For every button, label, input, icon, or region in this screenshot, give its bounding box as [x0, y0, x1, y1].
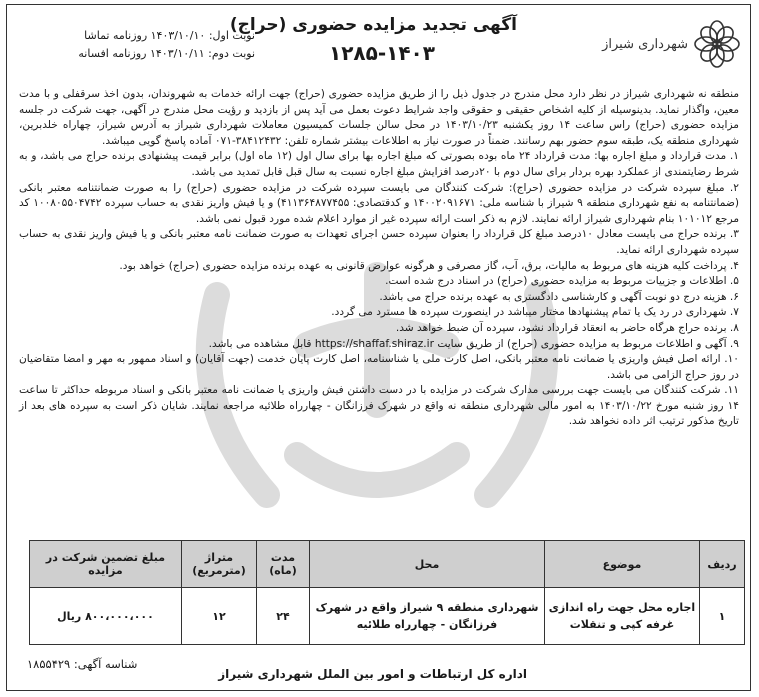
- cell-area: ۱۲: [182, 588, 257, 645]
- condition-5: ۵. اطلاعات و جزییات مربوط به مزایده حضوری (حراج) در اسناد درج شده است.: [385, 275, 739, 288]
- condition-9: ۹. آگهی و اطلاعات مربوط به مزایده حضوری (حراج) از طریق سایت https://shaffaf.shiraz.ir قابل مشاهده می باشد.: [208, 337, 739, 350]
- intro-paragraph: منطقه نه شهرداری شیراز در نظر دارد محل مندرج در جدول ذیل را از طریق مزایده حضوری (حراج) جهت ارائه خدمات به شهروندان، بدون اخذ سرقفلی و با مدت معین، واگذار نماید. بدینوسیله از کلیه اشخاص حقیقی و حقوقی واجد شرایط دعوت بعمل می آید پس از بازدید و رؤیت محل مندرج در آگهی، جهت شرکت در جلسه مزایده حضوری (حراج) راس ساعت ۱۴ روز یکشنبه ۱۴۰۳/۱۰/۲۳ در محل سالن جلسات کمیسیون معاملات شهرداری شیراز به آدرس شیراز، چهاراه خلدبرین، شهرداری منطقه یک، طبقه سوم حضور بهم رسانند. ضمناً در صورت نیاز به اطلاعات بیشتر شماره تلفن: ۳۸۴۱۲۴۳۲-۰۷۱ آماده پاسخ گویی میباشد.: [19, 88, 739, 147]
- condition-11: ۱۱. شرکت کنندگان می بایست جهت بررسی مدارک شرکت در مزایده با در دست داشتن فیش واریزی یا ضمانت نامه معتبر بانکی و اسناد مربوطه حداکثر تا ساعت ۱۴ روز شنبه مورخ ۱۴۰۳/۱۰/۲۲ به امور مالی شهرداری منطقه نه واقع در شهرک فرزانگان - چهارراه طلائیه مراجعه نمایند. شایان ذکر است به سپرده های بعد از تاریخ مذکور ترتیب اثر داده نخواهد شد.: [19, 384, 739, 428]
- logo: [602, 19, 740, 75]
- table-row: [30, 588, 745, 645]
- condition-3: ۳. برنده حراج می بایست معادل ۱۰درصد مبلغ کل قرارداد را بعنوان سپرده حسن اجرای تعهدات به صورت ضمانت نامه معتبر بانکی و یا فیش واریز نقدی به حساب سپرده شهرداری ارائه نماید.: [19, 228, 739, 256]
- announcement-number: ۱۲۸۵-۱۴۰۳: [329, 41, 435, 65]
- condition-1: ۱. مدت قرارداد و مبلغ اجاره بها: مدت قرارداد ۲۴ ماه بوده بصورتی که مبلغ اجاره بها برای سال اول (۱۲ ماه اول) برابر قیمت پیشنهادی برنده حراج می باشد، و به شرط رضایتمندی از عملکرد بهره بردار برای سال دوم با ۲۰درصد افزایش مبلغ اجاره نسبت به سال قبل قابل تمدید می باشد.: [19, 150, 739, 178]
- announcement-id: شناسه آگهی: ۱۸۵۵۴۲۹: [27, 657, 138, 671]
- publication-turns: [25, 27, 255, 63]
- condition-8: ۸. برنده حراج هرگاه حاضر به انعقاد قرارداد نشود، سپرده آن ضبط خواهد شد.: [395, 321, 739, 334]
- col-area: متراژ (مترمربع): [182, 541, 257, 588]
- col-row: ردیف: [700, 541, 745, 588]
- col-subject: موضوع: [545, 541, 700, 588]
- table-header-row: [30, 541, 745, 588]
- cell-location: شهرداری منطقه ۹ شیراز واقع در شهرک فرزانگان - چهارراه طلائیه: [310, 588, 545, 645]
- col-location: محل: [310, 541, 545, 588]
- auction-table: [29, 540, 745, 645]
- logo-text: شهرداری شیراز: [602, 37, 688, 52]
- cell-duration: ۲۴: [257, 588, 310, 645]
- flower-logo-icon: [694, 19, 740, 69]
- announcement-frame: [6, 4, 751, 691]
- condition-6: ۶. هزینه درج دو نوبت آگهی و کارشناسی دادگستری به عهده برنده حراج می باشد.: [379, 290, 739, 303]
- turn-first: نوبت اول: ۱۴۰۳/۱۰/۱۰ روزنامه تماشا: [84, 29, 255, 42]
- cell-subject: اجاره محل جهت راه اندازی غرفه کپی و تنقلات: [545, 588, 700, 645]
- turn-second: نوبت دوم: ۱۴۰۳/۱۰/۱۱ روزنامه افسانه: [78, 47, 255, 60]
- col-duration: مدت (ماه): [257, 541, 310, 588]
- condition-4: ۴. پرداخت کلیه هزینه های مربوط به مالیات، برق، آب، گاز مصرفی و هرگونه عوارض قانونی به عهده برنده مزایده حضوری (حراج) خواهد بود.: [119, 259, 739, 272]
- page-title: آگهی تجدید مزایده حضوری (حراج): [229, 15, 517, 35]
- col-guarantee: مبلغ تضمین شرکت در مزایده: [30, 541, 182, 588]
- header: [7, 5, 752, 91]
- issuing-office: اداره کل ارتباطات و امور بین الملل شهرداری شیراز: [218, 667, 527, 681]
- condition-2: ۲. مبلغ سپرده شرکت در مزایده حضوری (حراج): شرکت کنندگان می بایست سپرده شرکت در مزایده حضوری (حراج) را به صورت ضمانتنامه معتبر بانکی (ضمانتنامه به نفع شهرداری منطقه ۹ شیراز با شناسه ملی: ۱۴۰۰۲۰۹۱۶۷۱ و کدقتصادی: ۴۱۱۳۶۴۸۷۷۴۵۵) و یا فیش واریز نقدی به حساب سپرده ۱۰۰۸۰۵۵۰۴۷۴۲ کد مرجع ۱۰۱۰۱۲ بنام شهرداری شیراز ارائه نمایند. لازم به ذکر است ارائه سپرده غیر از موارد اعلام شده مورد قبول نمی باشد.: [19, 181, 739, 225]
- condition-10: ۱۰. ارائه اصل فیش واریزی یا ضمانت نامه معتبر بانکی، اصل کارت ملی یا شناسنامه، اصل کارت پایان خدمت (جهت آقایان) و اسناد ممهور به مهر و امضا متقاضیان در روز حراج الزامی می باشد.: [19, 353, 739, 381]
- cell-row: ۱: [700, 588, 745, 645]
- announcement-body: [19, 87, 739, 430]
- condition-7: ۷. شهرداری در رد یک یا تمام پیشنهادها مختار میباشد در اینصورت سپرده ها مسترد می گردد.: [331, 306, 739, 319]
- cell-guarantee: ۸۰۰،۰۰۰،۰۰۰ ریال: [30, 588, 182, 645]
